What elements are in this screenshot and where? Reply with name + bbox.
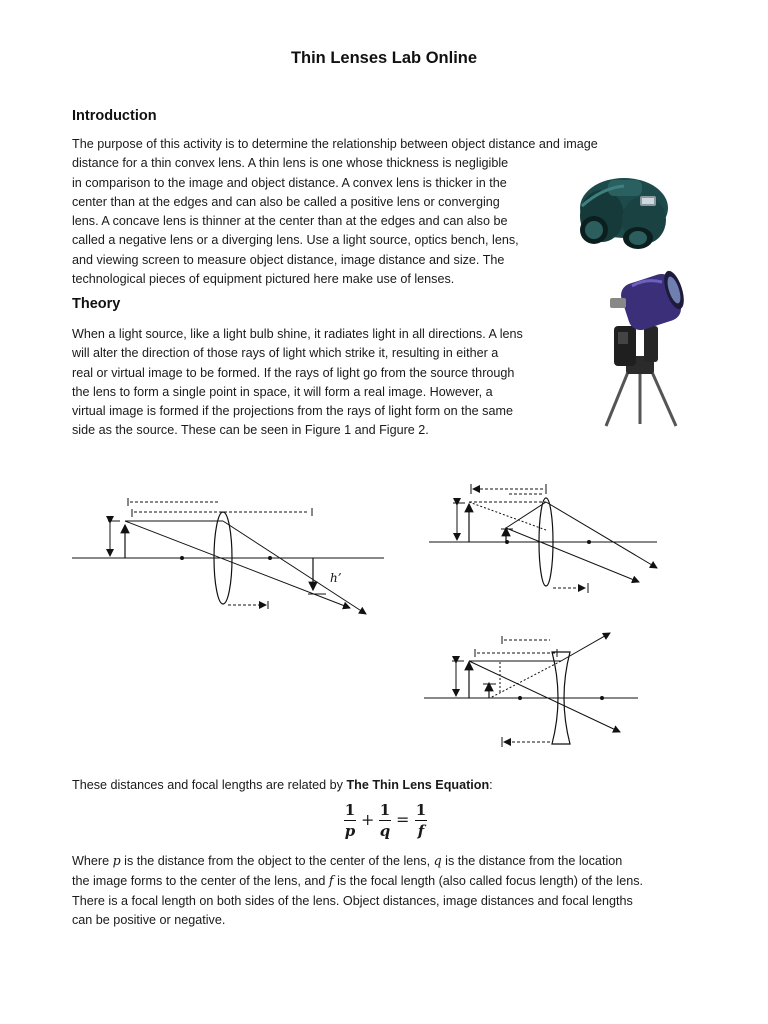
text-line: in comparison to the image and object distance. A convex lens is thicker in the bbox=[72, 175, 507, 190]
text-line: center than at the edges and can also be called a positive lens or converging bbox=[72, 194, 500, 209]
text-line: distance for a thin convex lens. A thin lens is one whose thickness is negligible bbox=[72, 156, 509, 171]
telescope-image bbox=[596, 268, 686, 428]
variable-p: p bbox=[112, 853, 121, 868]
text-line: called a negative lens or a diverging lens. Use a light source, optics bench, lens, bbox=[72, 233, 519, 248]
text-run: is the distance from the location bbox=[441, 854, 623, 868]
plus-sign: + bbox=[361, 810, 375, 829]
variable-f: f bbox=[328, 873, 334, 889]
text-line: technological pieces of equipment pictured here make use of lenses. bbox=[72, 272, 455, 287]
thin-lens-equation bbox=[343, 800, 443, 844]
text-line: real or virtual image to be formed. If the rays of light go from the source through bbox=[72, 365, 515, 380]
text-line: and viewing screen to measure object distance, image distance and size. The bbox=[72, 252, 505, 267]
text-line: When a light source, like a light bulb shine, it radiates light in all directions. A lens bbox=[72, 327, 523, 341]
introduction-heading: Introduction bbox=[72, 108, 157, 124]
page-title: Thin Lenses Lab Online bbox=[290, 49, 478, 67]
text-line bbox=[72, 851, 643, 871]
numerator: 1 bbox=[379, 801, 391, 819]
introduction-paragraph bbox=[72, 135, 598, 289]
text-line: There is a focal length on both sides of the lens. Object distances, image distances and focal lengths bbox=[72, 893, 633, 908]
theory-heading: Theory bbox=[72, 296, 121, 312]
equation-intro-text: These distances and focal lengths are related by bbox=[72, 778, 347, 792]
figure-convex-virtual-image bbox=[425, 478, 663, 598]
text-run: is the focal length (also called focus length) of the lens. bbox=[333, 874, 644, 889]
text-line bbox=[72, 871, 643, 891]
text-line: the lens to form a single point in space, it will form a real image. However, a bbox=[72, 384, 493, 399]
numerator: 1 bbox=[344, 801, 356, 819]
text-run: is the distance from the object to the center of the lens, bbox=[120, 854, 434, 868]
equals-sign: = bbox=[396, 810, 410, 829]
text-line: The purpose of this activity is to determine the relationship between object distance and image bbox=[72, 137, 598, 151]
denominator: p bbox=[344, 822, 356, 840]
text-run: the image forms to the center of the lens, and bbox=[72, 874, 329, 889]
text-line: lens. A concave lens is thinner at the center than at the edges and can also be bbox=[72, 214, 508, 229]
text-run: Where bbox=[72, 854, 113, 868]
fraction-1-over-p bbox=[343, 800, 357, 841]
denominator: f bbox=[417, 822, 425, 840]
closing-paragraph bbox=[72, 851, 643, 930]
binoculars-image bbox=[572, 158, 676, 250]
fraction-1-over-f bbox=[414, 800, 428, 841]
text-line: side as the source. These can be seen in Figure 1 and Figure 2. bbox=[72, 423, 429, 438]
fraction-1-over-q bbox=[378, 800, 392, 841]
equation-intro bbox=[72, 778, 493, 792]
equation-name: The Thin Lens Equation bbox=[346, 778, 490, 792]
theory-paragraph bbox=[72, 325, 523, 441]
figure-convex-real-image bbox=[68, 490, 390, 620]
image-height-label: h’ bbox=[330, 571, 342, 585]
numerator: 1 bbox=[415, 801, 427, 819]
denominator: q bbox=[379, 822, 391, 840]
text-line: will alter the direction of those rays of light which strike it, resulting in either a bbox=[72, 346, 499, 361]
figure-concave-lens bbox=[420, 628, 642, 752]
text-line: can be positive or negative. bbox=[72, 912, 226, 927]
equation-intro-end: : bbox=[489, 778, 493, 792]
variable-q: q bbox=[433, 853, 442, 868]
text-line: virtual image is formed if the projections from the rays of light form on the same bbox=[72, 404, 513, 419]
